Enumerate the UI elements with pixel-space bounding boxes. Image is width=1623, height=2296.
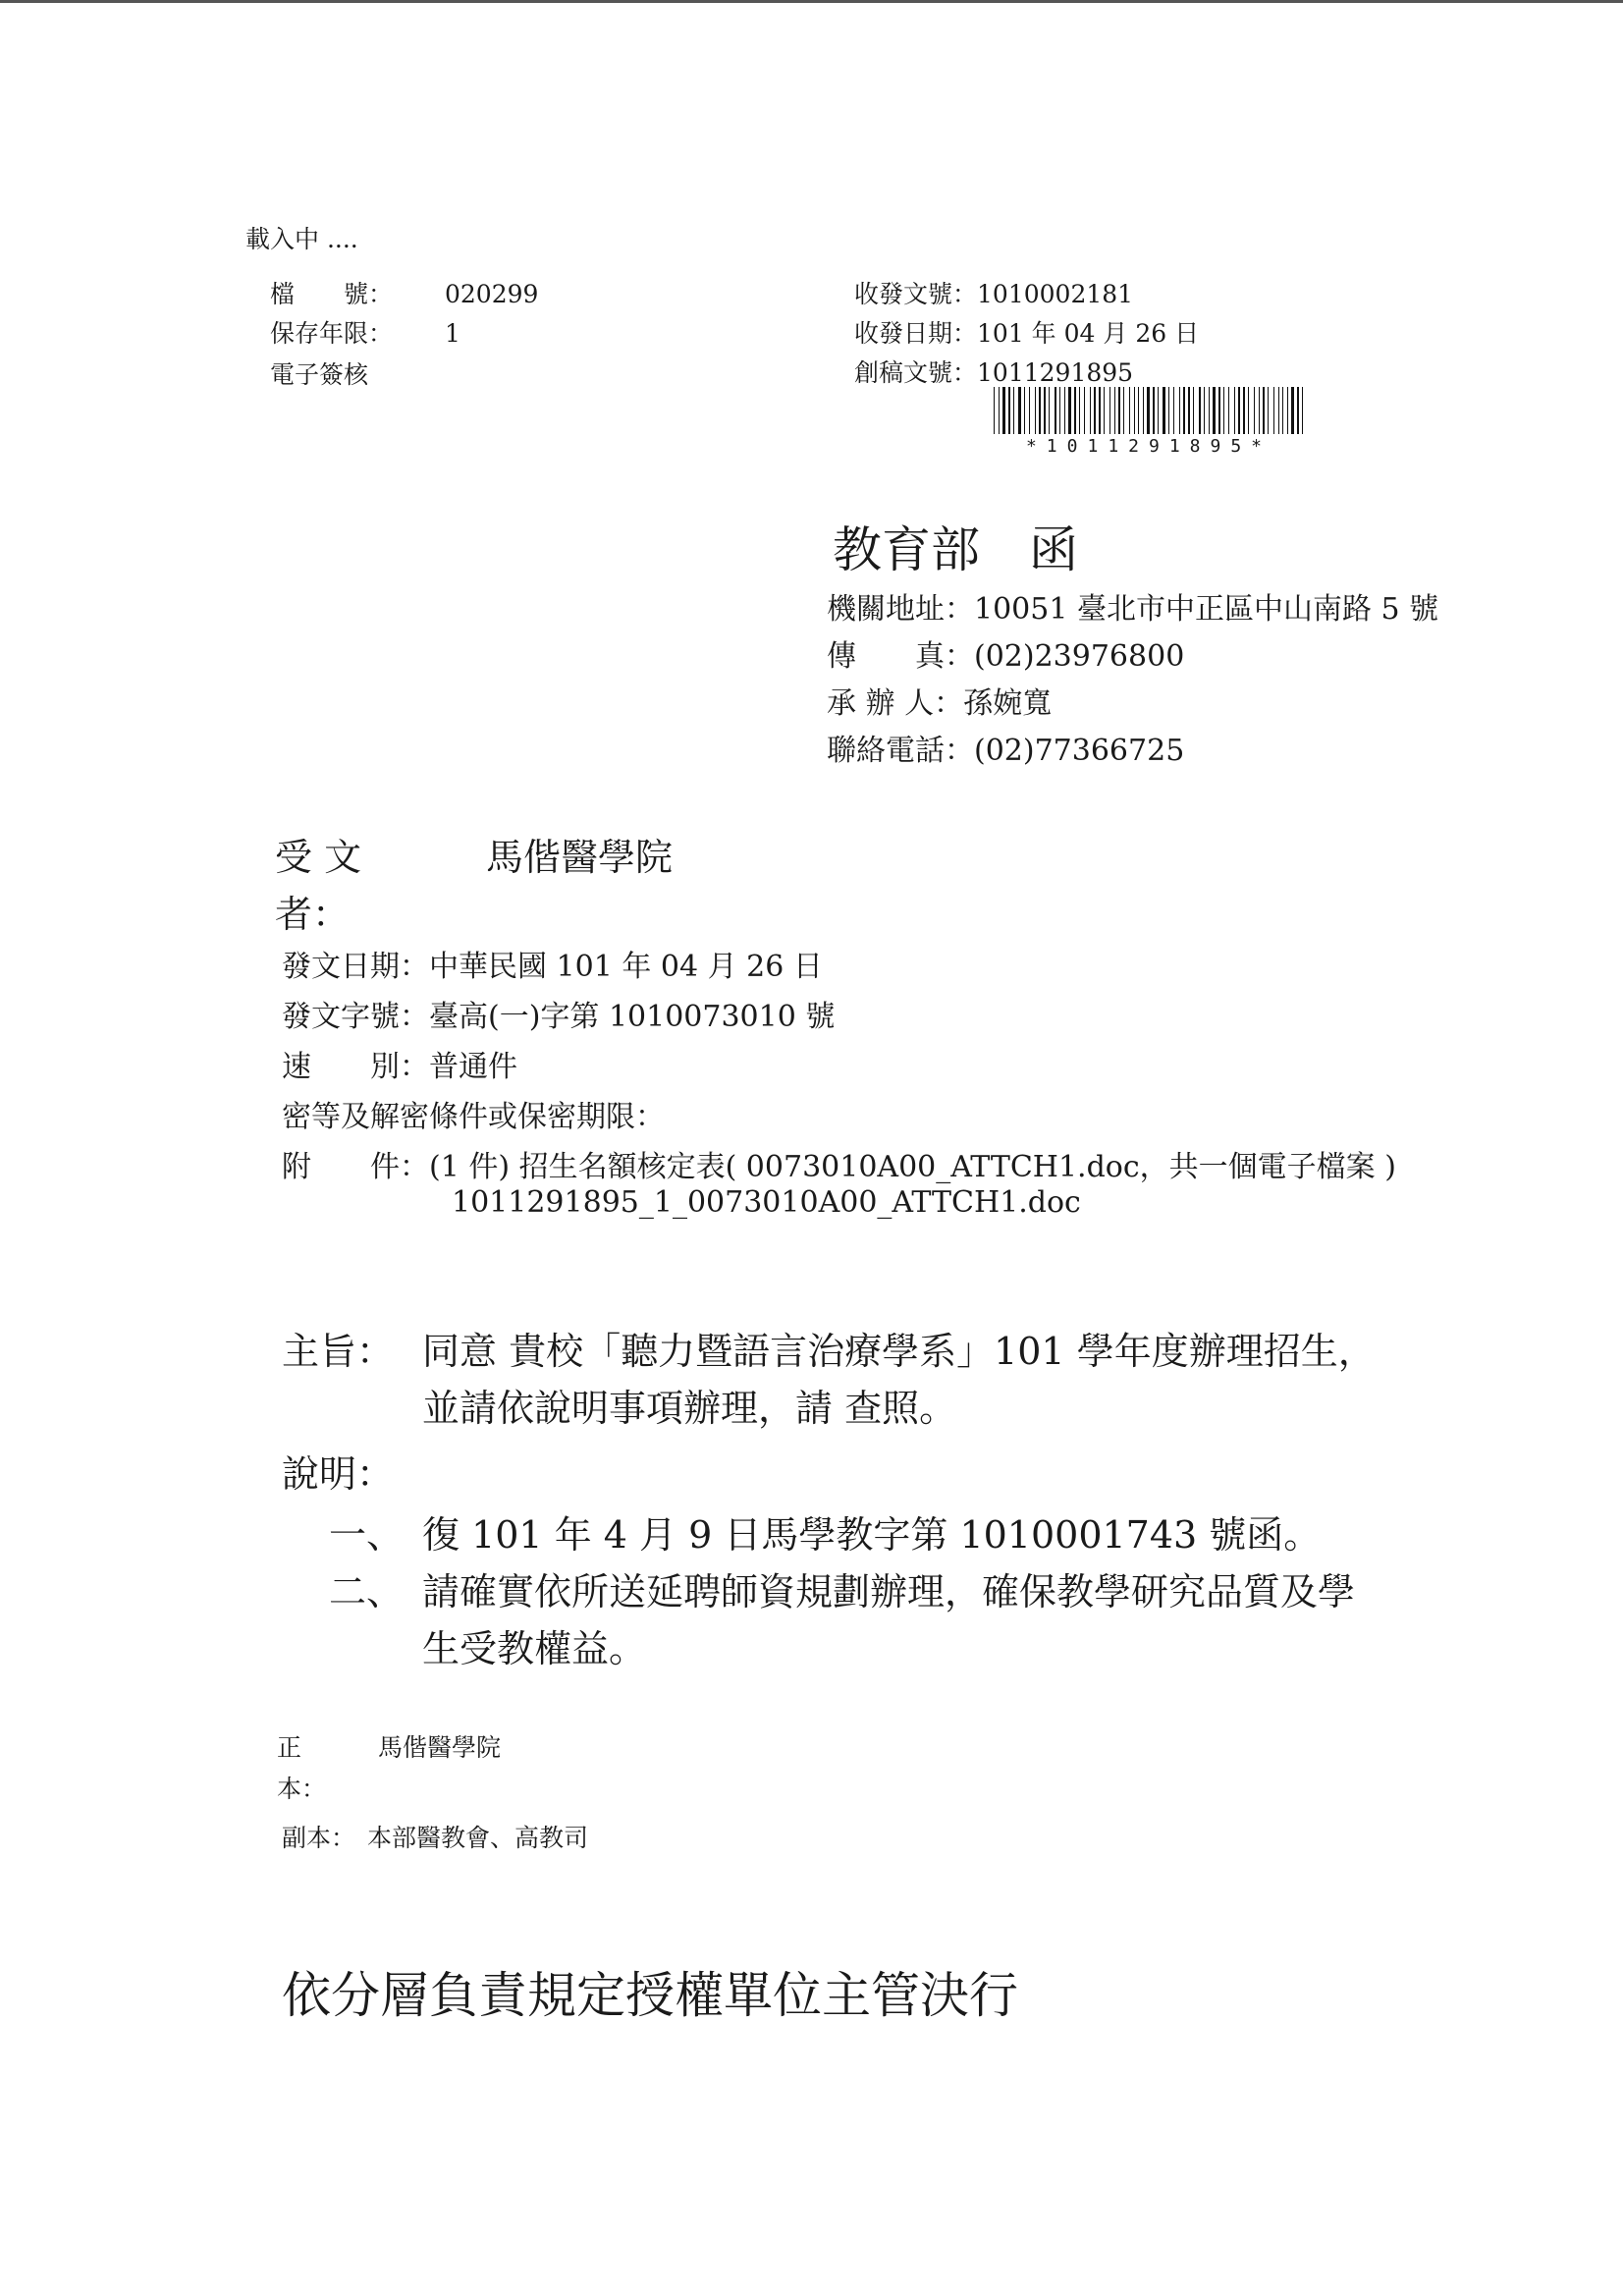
file-number-value: 020299 [445, 280, 539, 308]
barcode-bar [1143, 387, 1144, 434]
barcode-bar [1118, 387, 1120, 434]
fax-label: 傳 真： [827, 639, 974, 674]
copy-label: 副本： [282, 1824, 356, 1852]
receipt-date-value: 101 年 04 月 26 日 [977, 319, 1200, 348]
receipt-number-value: 1010002181 [977, 280, 1134, 308]
barcode-bar [1243, 387, 1245, 434]
attachment-filename: 1011291895_1_0073010A00_ATTCH1.doc [452, 1185, 1081, 1220]
barcode-bar [1018, 387, 1021, 434]
barcode-bar [1259, 387, 1260, 434]
barcode-bar [1123, 387, 1124, 434]
barcode-bar [1168, 387, 1169, 434]
delivery-speed [282, 1042, 517, 1085]
barcode [994, 387, 1304, 434]
barcode-bar [1204, 387, 1205, 434]
barcode-bar [1228, 387, 1229, 434]
officer-label: 承 辦 人： [827, 686, 964, 721]
speed-label: 速 別： [282, 1050, 429, 1084]
barcode-bar [1238, 387, 1240, 434]
issue-date [282, 942, 823, 985]
barcode-bar [1044, 387, 1046, 434]
barcode-bar [1223, 387, 1224, 434]
barcode-bar [1163, 387, 1165, 434]
barcode-bar [1059, 387, 1060, 434]
barcode-bar [1079, 387, 1080, 434]
barcode-bar [1291, 387, 1294, 434]
address-value: 10051 臺北市中正區中山南路 5 號 [974, 592, 1439, 627]
barcode-bar [1099, 387, 1101, 434]
authorization-statement: 依分層負責規定授權單位主管決行 [282, 1967, 1018, 2024]
barcode-bar [1013, 387, 1014, 434]
barcode-bar [1134, 387, 1135, 434]
barcode-bar [1039, 387, 1041, 434]
explanation-item-text: 復 101 年 4 月 9 日馬學教字第 1010001743 號函。 [422, 1513, 1322, 1557]
barcode-bar [1273, 387, 1274, 434]
explanation-item-text: 請確實依所送延聘師資規劃辦理，確保教學研究品質及學 [422, 1570, 1356, 1613]
speed-value: 普通件 [429, 1050, 517, 1084]
explanation-item-number: 一、 [329, 1513, 405, 1557]
barcode-bar [1199, 387, 1201, 434]
barcode-bar [1188, 387, 1190, 434]
recipient-label: 受 文 [275, 836, 362, 879]
barcode-bar [1218, 387, 1220, 434]
barcode-bar [1209, 387, 1210, 434]
barcode-bar [1234, 387, 1235, 434]
loading-indicator: 載入中 .... [245, 225, 358, 253]
barcode-bar [1158, 387, 1159, 434]
draft-number-label: 創稿文號： [854, 358, 978, 387]
barcode-bar [1109, 387, 1110, 434]
receipt-number-label: 收發文號： [854, 280, 978, 308]
secrecy-label: 密等及解密條件或保密期限： [282, 1100, 665, 1134]
barcode-bar [1153, 387, 1155, 434]
main-recipient-label-colon: 本： [277, 1775, 327, 1803]
main-recipient-value: 馬偕醫學院 [378, 1733, 502, 1762]
phone-value: (02)77366725 [974, 734, 1185, 768]
receipt-date-label: 收發日期： [854, 319, 978, 348]
barcode-bar [1094, 387, 1096, 434]
retention-label: 保存年限： [270, 319, 394, 348]
recipient-label-colon: 者： [275, 893, 351, 936]
officer-value: 孫婉寬 [963, 686, 1053, 721]
barcode-bar [1278, 387, 1279, 434]
agency-officer [827, 679, 1052, 722]
header-left-row [270, 275, 538, 310]
attachment-value: (1 件) 招生名額核定表( 0073010A00_ATTCH1.doc，共一個電子檔案 ) [429, 1150, 1396, 1184]
barcode-bar [994, 387, 995, 434]
header-right-row [854, 354, 1133, 389]
barcode-bar [1029, 387, 1030, 434]
barcode-bar [1248, 387, 1249, 434]
barcode-bar [1263, 387, 1265, 434]
agency-fax [827, 631, 1184, 675]
barcode-bar [1090, 387, 1091, 434]
explanation-item-number: 二、 [329, 1570, 405, 1613]
subject-line-1: 同意 貴校「聽力暨語言治療學系」101 學年度辦理招生， [422, 1330, 1376, 1373]
barcode-bar [1084, 387, 1085, 434]
header-right-row [854, 275, 1133, 310]
phone-label: 聯絡電話： [827, 734, 974, 768]
barcode-bar [1064, 387, 1065, 434]
draft-number-value: 1011291895 [977, 358, 1134, 387]
barcode-bar [1282, 387, 1283, 434]
header-right-row [854, 314, 1199, 350]
barcode-bar [1138, 387, 1139, 434]
agency-address [827, 584, 1438, 628]
barcode-bar [1173, 387, 1174, 434]
issue-number [282, 992, 835, 1035]
barcode-bar [1297, 387, 1299, 434]
barcode-bar [1035, 387, 1036, 434]
fax-value: (02)23976800 [974, 639, 1185, 674]
barcode-bar [1008, 387, 1010, 434]
barcode-bar [1129, 387, 1130, 434]
attachment-label: 附 件： [282, 1150, 429, 1184]
address-label: 機關地址： [827, 592, 974, 627]
explanation-item-text-cont: 生受教權益。 [422, 1627, 647, 1670]
barcode-bar [999, 387, 1000, 434]
explanation-label: 說明： [282, 1452, 395, 1496]
retention-value: 1 [445, 319, 460, 348]
barcode-bar [1055, 387, 1056, 434]
barcode-bar [1068, 387, 1071, 434]
barcode-bar [1114, 387, 1115, 434]
barcode-bar [1183, 387, 1185, 434]
header-left-row [270, 314, 460, 350]
barcode-bar [1002, 387, 1005, 434]
agency-phone [827, 726, 1184, 769]
barcode-bar [1287, 387, 1288, 434]
barcode-text: *1011291895* [1025, 436, 1272, 457]
barcode-bar [1024, 387, 1025, 434]
barcode-bar [1147, 387, 1150, 434]
copy-recipients [282, 1819, 588, 1854]
issue-date-label: 發文日期： [282, 950, 429, 984]
agency-title: 教育部 函 [833, 521, 1078, 578]
barcode-bar [1193, 387, 1194, 434]
copy-value: 本部醫教會、高教司 [367, 1824, 589, 1852]
barcode-bar [1074, 387, 1076, 434]
scan-top-edge [0, 0, 1623, 3]
barcode-bar [1104, 387, 1105, 434]
attachment [282, 1142, 1396, 1185]
main-recipient-label: 正 [277, 1733, 302, 1762]
barcode-bar [1213, 387, 1216, 434]
barcode-bar [1179, 387, 1180, 434]
barcode-bar [1302, 387, 1303, 434]
file-number-label: 檔 號： [270, 280, 394, 308]
barcode-bar [1049, 387, 1050, 434]
e-signature-label: 電子簽核 [270, 360, 369, 389]
barcode-bar [1254, 387, 1255, 434]
subject-label: 主旨： [282, 1330, 395, 1373]
issue-date-value: 中華民國 101 年 04 月 26 日 [429, 950, 823, 984]
barcode-bar [1268, 387, 1269, 434]
recipient-value: 馬偕醫學院 [486, 836, 674, 879]
subject-line-2: 並請依說明事項辦理，請 查照。 [422, 1387, 957, 1430]
issue-number-label: 發文字號： [282, 1000, 429, 1034]
issue-number-value: 臺高(一)字第 1010073010 號 [429, 1000, 836, 1034]
